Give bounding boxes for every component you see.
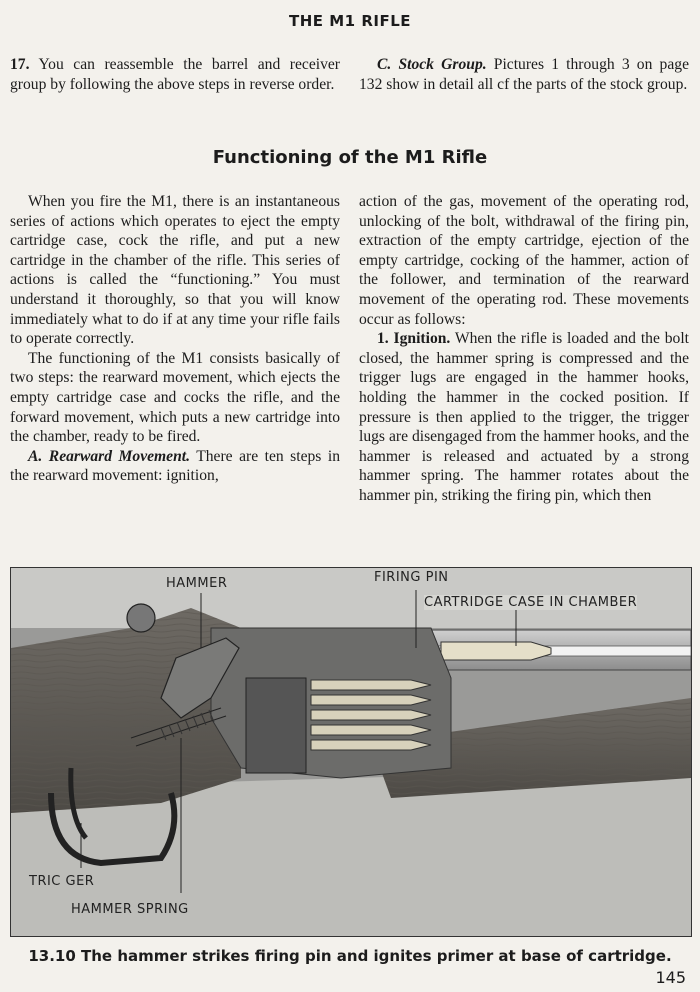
figure-caption: 13.10 The hammer strikes firing pin and ignites primer at base of cartridge. <box>28 947 672 965</box>
label-trigger: TRIC GER <box>29 874 95 889</box>
rifle-cutaway-figure <box>10 567 692 937</box>
rearward-text: There are ten steps in the rearward movement: ignition, <box>10 447 340 485</box>
running-head: THE M1 RIFLE <box>288 12 412 30</box>
ignition-text: When the rifle is loaded and the bolt closed, the hammer spring is compressed and the trigger lugs are engaged in the hammer hooks, holding the hammer in the cocked position. If pressure is then applied to the trigger, the trigger lugs are disengaged from the hammer hooks, and the hammer is released and actuated by a strong hammer spring. The hammer rotates about the hammer pin, striking the firing pin, which then <box>359 330 690 504</box>
page-number: 145 <box>655 968 686 987</box>
ignition-heading: 1. Ignition. <box>377 330 451 348</box>
paragraph-steps-list: action of the gas, movement of the operating rod, unlocking of the bolt, withdrawal of the firing pin, extraction of the empty cartridge, ejection of the empty cartridge, cocking of the hammer, action of the follower, and termination of the rearward movement of the operating rod. These movements occur as follows: <box>359 193 689 328</box>
section-title: Functioning of the M1 Rifle <box>212 147 488 168</box>
rifle-cutaway-illustration <box>11 568 691 936</box>
label-hammer-spring: HAMMER SPRING <box>71 902 189 917</box>
paragraph-two-steps: The functioning of the M1 consists basically of two steps: the rearward movement, which ejects the empty cartridge case and cocks the rifle, and the forward movement, which puts a new cartridge into the chamber, ready to be fired. <box>10 349 340 446</box>
label-firing-pin: FIRING PIN <box>374 570 449 585</box>
paragraph-intro: When you fire the M1, there is an instantaneous series of actions which operates to eject the empty cartridge case, cock the rifle, and put a new cartridge in the chamber of the rifle. This series of actions is called the “functioning.” You must understand it thoroughly, so that you will know immediately what to do if at any time your rifle fails to operate correctly. <box>10 193 340 348</box>
step-text: You can reassemble the barrel and receiver group by following the above steps in reverse order. <box>10 56 340 93</box>
right-column <box>359 192 689 506</box>
step-number: 17. <box>10 56 30 73</box>
label-hammer: HAMMER <box>166 576 228 591</box>
top-right-paragraph <box>359 55 689 94</box>
stock-group-text: Pictures 1 through 3 on page 132 show in detail all cf the parts of the stock group. <box>359 56 689 93</box>
rearward-heading: A. Rearward Movement. <box>28 447 191 465</box>
left-column <box>10 192 340 486</box>
top-left-paragraph <box>10 55 340 94</box>
stock-group-heading: C. Stock Group. <box>377 56 487 73</box>
label-cartridge-case: CARTRIDGE CASE IN CHAMBER <box>424 595 638 610</box>
